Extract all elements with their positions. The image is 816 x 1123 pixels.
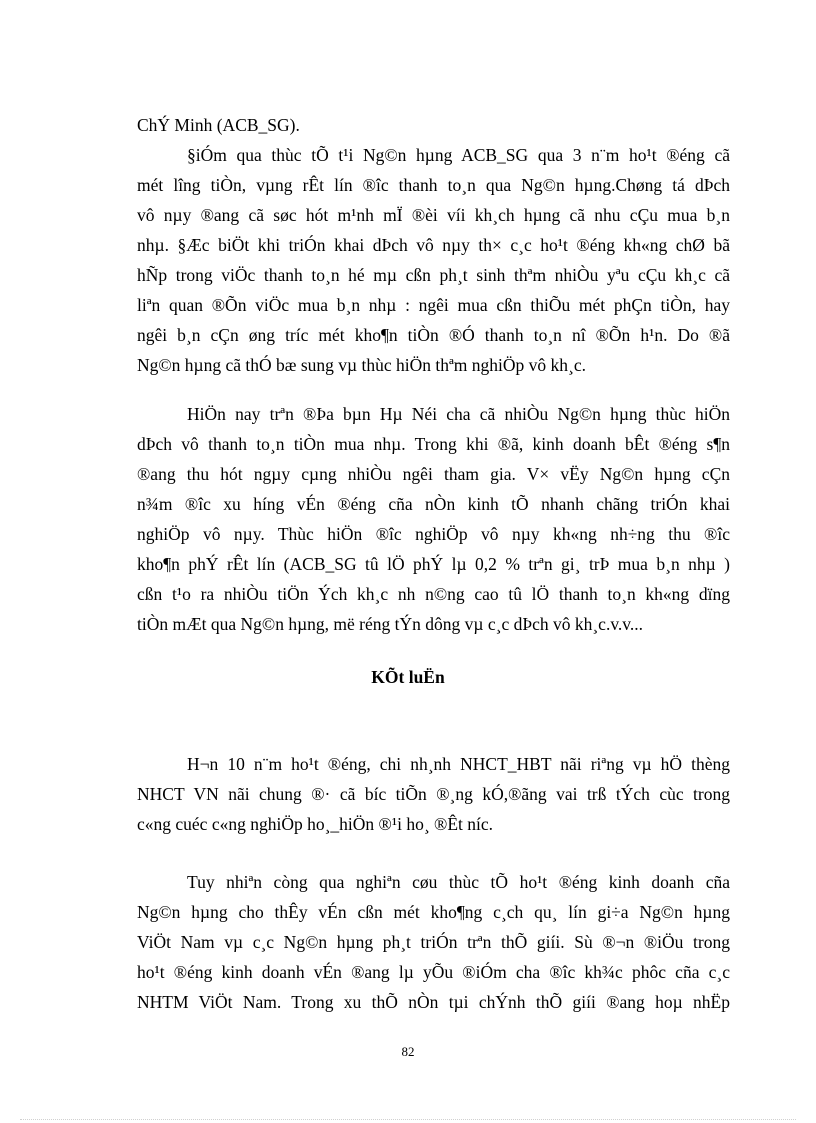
text-line: Ng©n hµng cã thÓ bæ sung vµ thùc hiÖn thªm nghiÖp vô kh¸c. [137, 355, 587, 375]
text-line: nghiÖp vô nµy. Thùc hiÖn ®îc nghiÖp vô nµy kh«ng nh÷ng thu ®îc [137, 524, 730, 544]
text-line: c«ng cuéc c«ng nghiÖp ho¸_hiÖn ®¹i ho¸ ®Êt níc. [137, 814, 493, 834]
page-number: 82 [401, 1044, 415, 1059]
text-line: ho¹t ®éng kinh doanh vÉn ®ang lµ yÕu ®iÓm cha ®îc kh¾c phôc cña c¸c [137, 962, 730, 982]
text-line: dÞch vô thanh to¸n tiÒn mua nhµ. Trong khi ®ã, kinh doanh bÊt ®éng s¶n [137, 434, 730, 454]
text-line: NHCT VN nãi chung ®· cã bíc tiÕn ®¸ng kÓ,®ãng vai trß tÝch cùc trong [137, 784, 730, 804]
text-line: H¬n 10 n¨m ho¹t ®éng, chi nh¸nh NHCT_HBT nãi riªng vµ hÖ thèng [187, 754, 730, 774]
text-line: ChÝ Minh (ACB_SG). [137, 115, 300, 135]
text-line: §iÓm qua thùc tÕ t¹i Ng©n hµng ACB_SG qua 3 n¨m ho¹t ®éng cã [187, 145, 730, 165]
text-line: NHTM ViÖt Nam. Trong xu thÕ nÒn tµi chÝnh thÕ giíi ®ang hoµ nhËp [137, 992, 730, 1012]
page-bottom-divider [20, 1119, 796, 1120]
text-line: ViÖt Nam vµ c¸c Ng©n hµng ph¸t triÓn trªn thÕ giíi. Sù ®¬n ®iÖu trong [137, 932, 730, 952]
text-line: vô nµy ®ang cã søc hót m¹nh mÏ ®èi víi kh¸ch hµng cã nhu cÇu mua b¸n [137, 205, 730, 225]
text-line: kho¶n phÝ rÊt lín (ACB_SG tû lÖ phÝ lµ 0,2 % trªn gi¸ trÞ mua b¸n nhµ ) [137, 554, 730, 574]
text-line: nhµ. §Æc biÖt khi triÓn khai dÞch vô nµy th× c¸c ho¹t ®éng kh«ng chØ bã [137, 235, 730, 255]
text-line: Tuy nhiªn còng qua nghiªn cøu thùc tÕ ho¹t ®éng kinh doanh cña [187, 872, 730, 892]
section-heading: KÕt luËn [371, 667, 445, 687]
text-line: n¾m ®îc xu híng vÉn ®éng cña nÒn kinh tÕ nhanh chãng triÓn khai [137, 494, 730, 514]
text-line: ngêi b¸n cÇn øng tríc mét kho¶n tiÒn ®Ó thanh to¸n nî ®Õn h¹n. Do ®ã [137, 325, 730, 345]
text-line: liªn quan ®Õn viÖc mua b¸n nhµ : ngêi mua cßn thiÕu mét phÇn tiÒn, hay [137, 295, 730, 315]
text-line: tiÒn mÆt qua Ng©n hµng, më réng tÝn dông vµ c¸c dÞch vô kh¸c.v.v... [137, 614, 644, 634]
text-line: mét lîng tiÒn, vµng rÊt lín ®îc thanh to¸n qua Ng©n hµng.Chøng tá dÞch [137, 175, 730, 195]
text-line: cßn t¹o ra nhiÒu tiÖn Ých kh¸c nh n©ng cao tû lÖ thanh to¸n kh«ng dïng [137, 584, 730, 604]
text-line: Ng©n hµng cho thÊy vÉn cßn mét kho¶ng c¸ch qu¸ lín gi÷a Ng©n hµng [137, 902, 730, 922]
text-line: hÑp trong viÖc thanh to¸n hé mµ cßn ph¸t sinh thªm nhiÒu yªu cÇu kh¸c cã [137, 265, 730, 285]
text-line: HiÖn nay trªn ®Þa bµn Hµ Néi cha cã nhiÒu Ng©n hµng thùc hiÖn [187, 404, 730, 424]
text-line: ®ang thu hót ngµy cµng nhiÒu ngêi tham gia. V× vËy Ng©n hµng cÇn [137, 464, 730, 484]
